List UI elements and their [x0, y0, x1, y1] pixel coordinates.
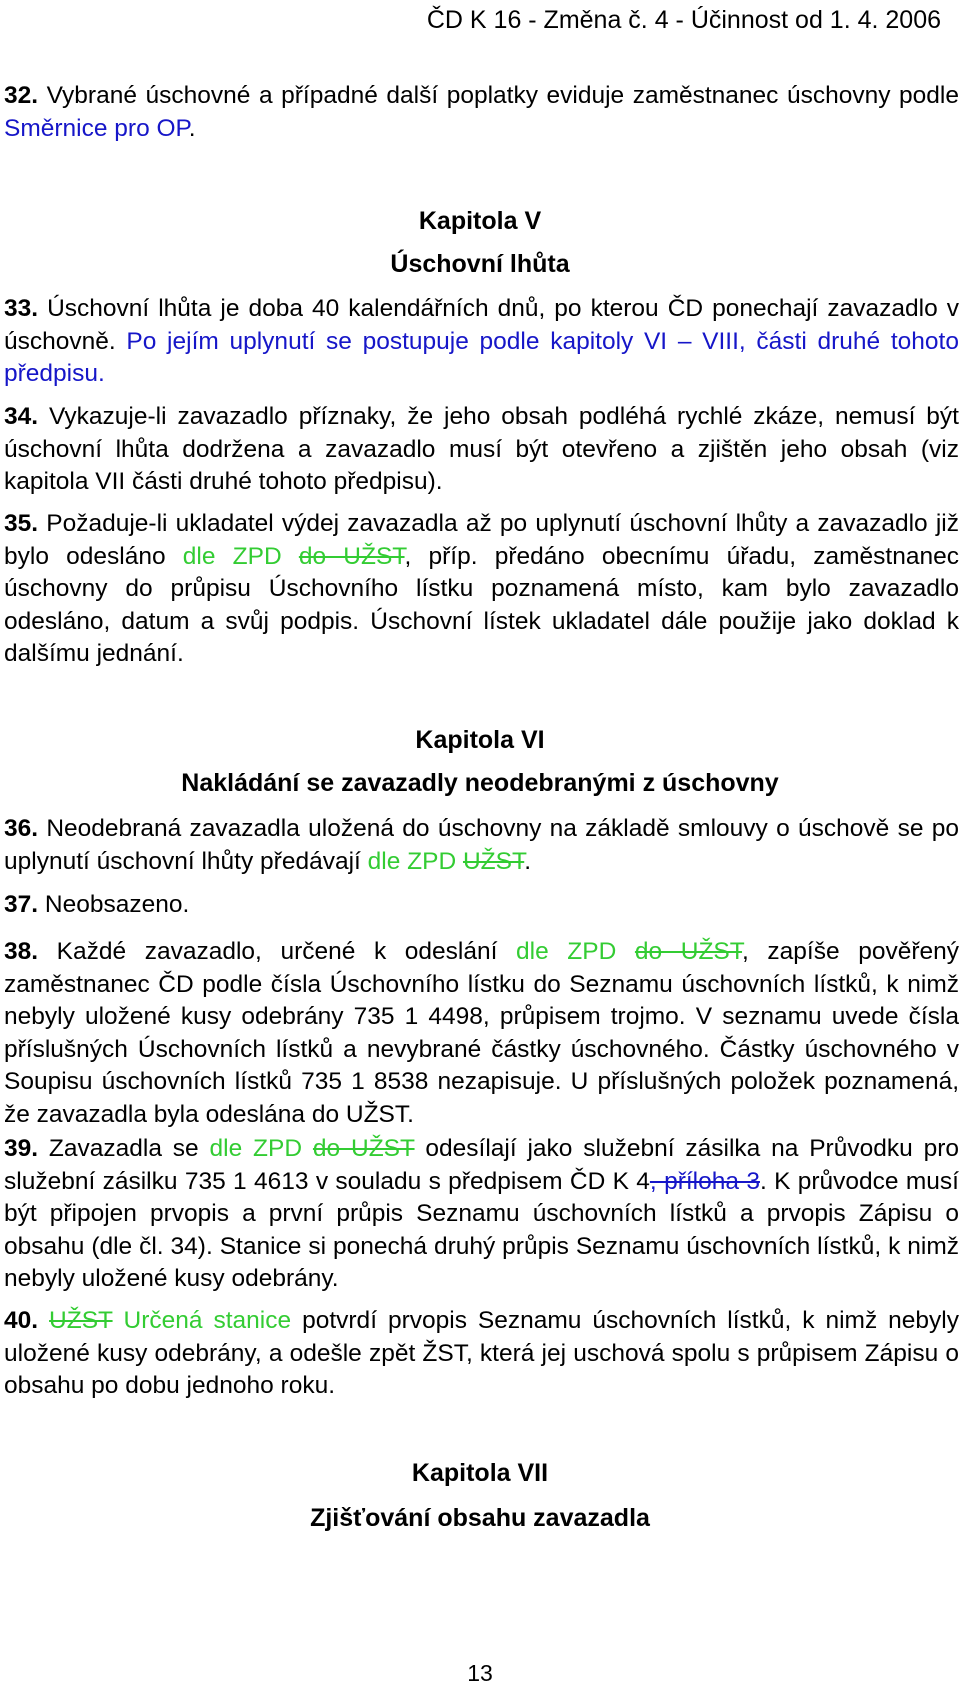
deleted-reference: , příloha 3: [649, 1167, 760, 1195]
deleted-text: UŽST: [49, 1307, 113, 1334]
page-number: 13: [467, 1660, 493, 1686]
spacer: [616, 938, 635, 965]
paragraph-text: , příp. předáno obecnímu úřadu, zaměstnanec úschovny do průpisu Úschovního lístku poznamená místo, kam bylo zavazadlo odesláno, datum a svůj podpis. Úschovní lístek ukladatel dále použije jako doklad k dalšímu jednání.: [4, 542, 959, 667]
chapter-title: Kapitola VII: [411, 1459, 549, 1487]
paragraph-text: Každé zavazadlo, určené k odeslání: [38, 938, 517, 965]
paragraph-33: [4, 293, 959, 391]
deleted-text: do UŽST: [312, 1135, 415, 1162]
paragraph-text: .: [524, 847, 532, 875]
chapter-subtitle: Nakládání se zavazadly neodebranými z úschovny: [181, 769, 779, 797]
deleted-text: do UŽST: [298, 542, 405, 570]
page-header: ČD K 16 - Změna č. 4 - Účinnost od 1. 4. 2006: [426, 6, 941, 34]
paragraph-37: [4, 889, 959, 922]
paragraph-number: 36.: [4, 815, 39, 842]
paragraph-text: Požaduje-li ukladatel výdej zavazadla až po uplynutí úschovní lhůty a zavazadlo již bylo odesláno: [4, 510, 959, 570]
paragraph-39: [4, 1133, 959, 1296]
paragraph-text: , zapíše pověřený zaměstnanec ČD podle čísla Úschovního lístku do Seznamu úschovních lístků, k nimž nebyly uložené kusy odebrány 735 1 4498, průpisem trojmo. V seznamu uvede čísla příslušných Úschovních lístků a nevybrané částky úschovného. Částky úschovného v Soupisu úschovních lístků 735 1 8538 nezapisuje. U příslušných položek poznamená, že zavazadla byla odeslána do UŽST.: [4, 938, 959, 1128]
inserted-text: dle ZPD: [516, 938, 617, 965]
paragraph-text: . K průvodce musí být připojen prvopis a první průpis Seznamu úschovních lístků a prvopis Zápisu o obsahu (dle čl. 34). Stanice si ponechá druhý průpis Seznamu úschovních lístků, k nimž nebyly uložené kusy odebrány.: [4, 1167, 959, 1292]
paragraph-34: [4, 401, 959, 499]
paragraph-text: odesílají jako služební zásilka na Průvodku pro služební zásilku 735 1 4613 v souladu s předpisem ČD K 4: [4, 1135, 959, 1195]
paragraph-32: [4, 80, 959, 145]
paragraph-text: Neobsazeno.: [38, 891, 190, 918]
paragraph-35: [4, 508, 959, 671]
inserted-text: dle ZPD: [182, 542, 282, 570]
paragraph-number: 39.: [4, 1135, 39, 1162]
paragraph-text: potvrdí prvopis Seznamu úschovních lístků, k nimž nebyly uložené kusy odebrány, a odešle zpět ŽST, která jej uschová spolu s průpisem Zápisu o obsahu po dobu jednoho roku.: [4, 1307, 959, 1399]
paragraph-number: 33.: [4, 295, 39, 322]
paragraph-text: Úschovní lhůta je doba 40 kalendářních dnů, po kterou ČD ponechají zavazadlo v úschovně.: [4, 295, 959, 355]
paragraph-number: 35.: [4, 510, 39, 537]
paragraph-38: [4, 936, 959, 1131]
inserted-text: dle ZPD: [367, 847, 457, 875]
paragraph-text: Neodebraná zavazadla uložená do úschovny na základě smlouvy o úschově se po uplynutí úschovní lhůty předávají: [4, 815, 959, 875]
paragraph-number: 34.: [4, 403, 39, 430]
amended-text: Po jejím uplynutí se postupuje podle kapitoly VI – VIII, části druhé tohoto předpisu.: [4, 327, 959, 387]
chapter-subtitle: Úschovní lhůta: [390, 250, 570, 278]
paragraph-36: [4, 813, 959, 878]
paragraph-40: [4, 1305, 959, 1403]
directive-reference: Směrnice pro OP: [4, 114, 189, 142]
spacer: [456, 848, 463, 875]
inserted-text: Určená stanice: [112, 1307, 292, 1334]
paragraph-number: 32.: [4, 82, 39, 109]
paragraph-text: Vybrané úschovné a případné další poplatky eviduje zaměstnanec úschovny podle: [38, 82, 959, 109]
spacer: [38, 1307, 49, 1334]
paragraph-text: Zavazadla se: [38, 1135, 210, 1162]
spacer: [282, 543, 299, 570]
paragraph-number: 37.: [4, 891, 39, 918]
chapter-subtitle: Zjišťování obsahu zavazadla: [310, 1504, 650, 1532]
paragraph-number: 38.: [4, 938, 39, 965]
paragraph-text: Vykazuje-li zavazadlo příznaky, že jeho obsah podléhá rychlé zkáze, nemusí být úschovní lhůta dodržena a zavazadlo musí být otevřeno a zjištěn jeho obsah (viz kapitola VII části druhé tohoto předpisu).: [4, 403, 959, 495]
paragraph-number: 40.: [4, 1307, 39, 1334]
chapter-title: Kapitola VI: [415, 726, 545, 754]
deleted-text: UŽST: [462, 847, 525, 875]
inserted-text: dle ZPD: [209, 1135, 303, 1162]
paragraph-text: .: [188, 114, 196, 142]
deleted-text: do UŽST: [634, 938, 743, 965]
spacer: [302, 1135, 313, 1162]
chapter-title: Kapitola V: [418, 207, 542, 235]
